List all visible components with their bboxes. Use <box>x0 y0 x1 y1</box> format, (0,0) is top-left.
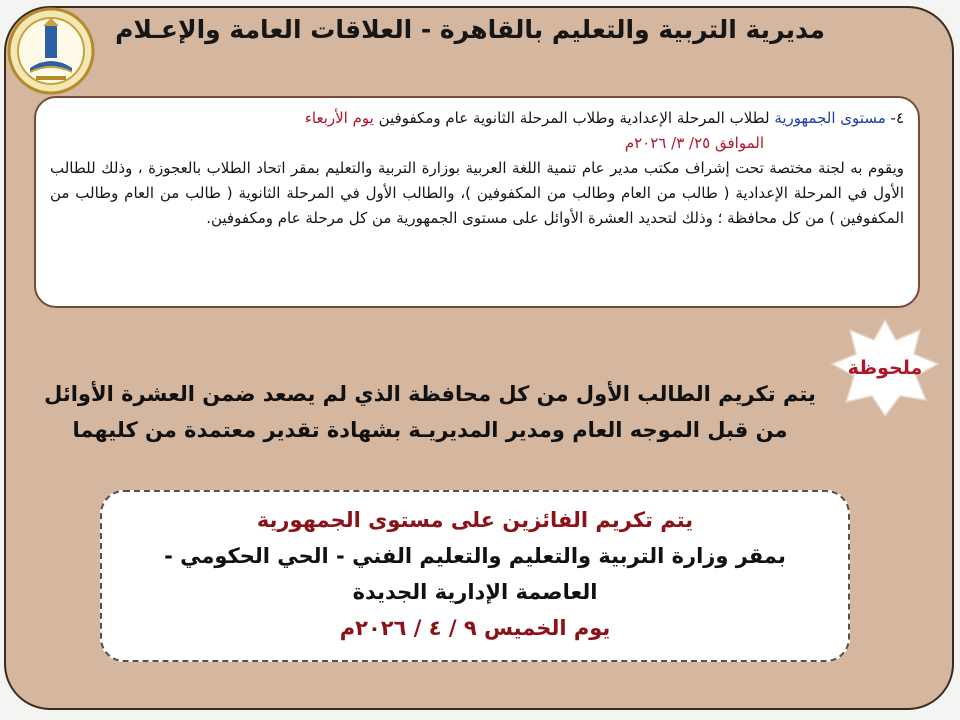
item-number: ٤- <box>890 109 904 127</box>
honor-location-line: بمقر وزارة التربية والتعليم والتعليم الفني - الحي الحكومي - <box>164 544 786 568</box>
page-title: مديرية التربية والتعليم بالقاهرة - العلاقات العامة والإعـلام <box>115 15 825 44</box>
note-text <box>40 376 820 448</box>
note-line: من قبل الموجه العام ومدير المديريـة بشهادة تقدير معتمدة من كليهما <box>72 418 788 442</box>
info-card-heading <box>50 106 904 131</box>
day-label: يوم الأربعاء <box>304 109 374 127</box>
level-description: لطلاب المرحلة الإعدادية وطلاب المرحلة الثانوية عام ومكفوفين <box>378 109 770 127</box>
note-badge-label: ملحوظة <box>847 357 923 379</box>
date-label: الموافق ٢٥/ ٣/ ٢٠٢٦م <box>624 134 764 152</box>
honor-card <box>100 490 850 662</box>
note-line: يتم تكريم الطالب الأول من كل محافظة الذي لم يصعد ضمن العشرة الأوائل <box>44 382 816 406</box>
level-label: مستوى الجمهورية <box>774 109 886 127</box>
honor-title: يتم تكريم الفائزين على مستوى الجمهورية <box>256 508 694 532</box>
honor-date: يوم الخميس ٩ / ٤ / ٢٠٢٦م <box>339 616 611 640</box>
info-body: ويقوم به لجنة مختصة تحت إشراف مكتب مدير عام تنمية اللغة العربية بوزارة التربية والتعليم بمقر اتحاد الطلاب بالعجوزة ، وذلك للطالب الأول في المرحلة الإعدادية ( طالب من العام وطالب من المكفوفين )، والطالب الأول في المرحلة الثانوية ( طالب من العام وطالب من المكفوفين ) من كل محافظة ؛ وذلك لتحديد العشرة الأوائل على مستوى الجمهورية من كل مرحلة عام ومكفوفين. <box>50 159 904 227</box>
honor-location-line: العاصمة الإدارية الجديدة <box>352 580 598 604</box>
info-card <box>34 96 920 308</box>
ministry-emblem-icon <box>6 6 96 96</box>
